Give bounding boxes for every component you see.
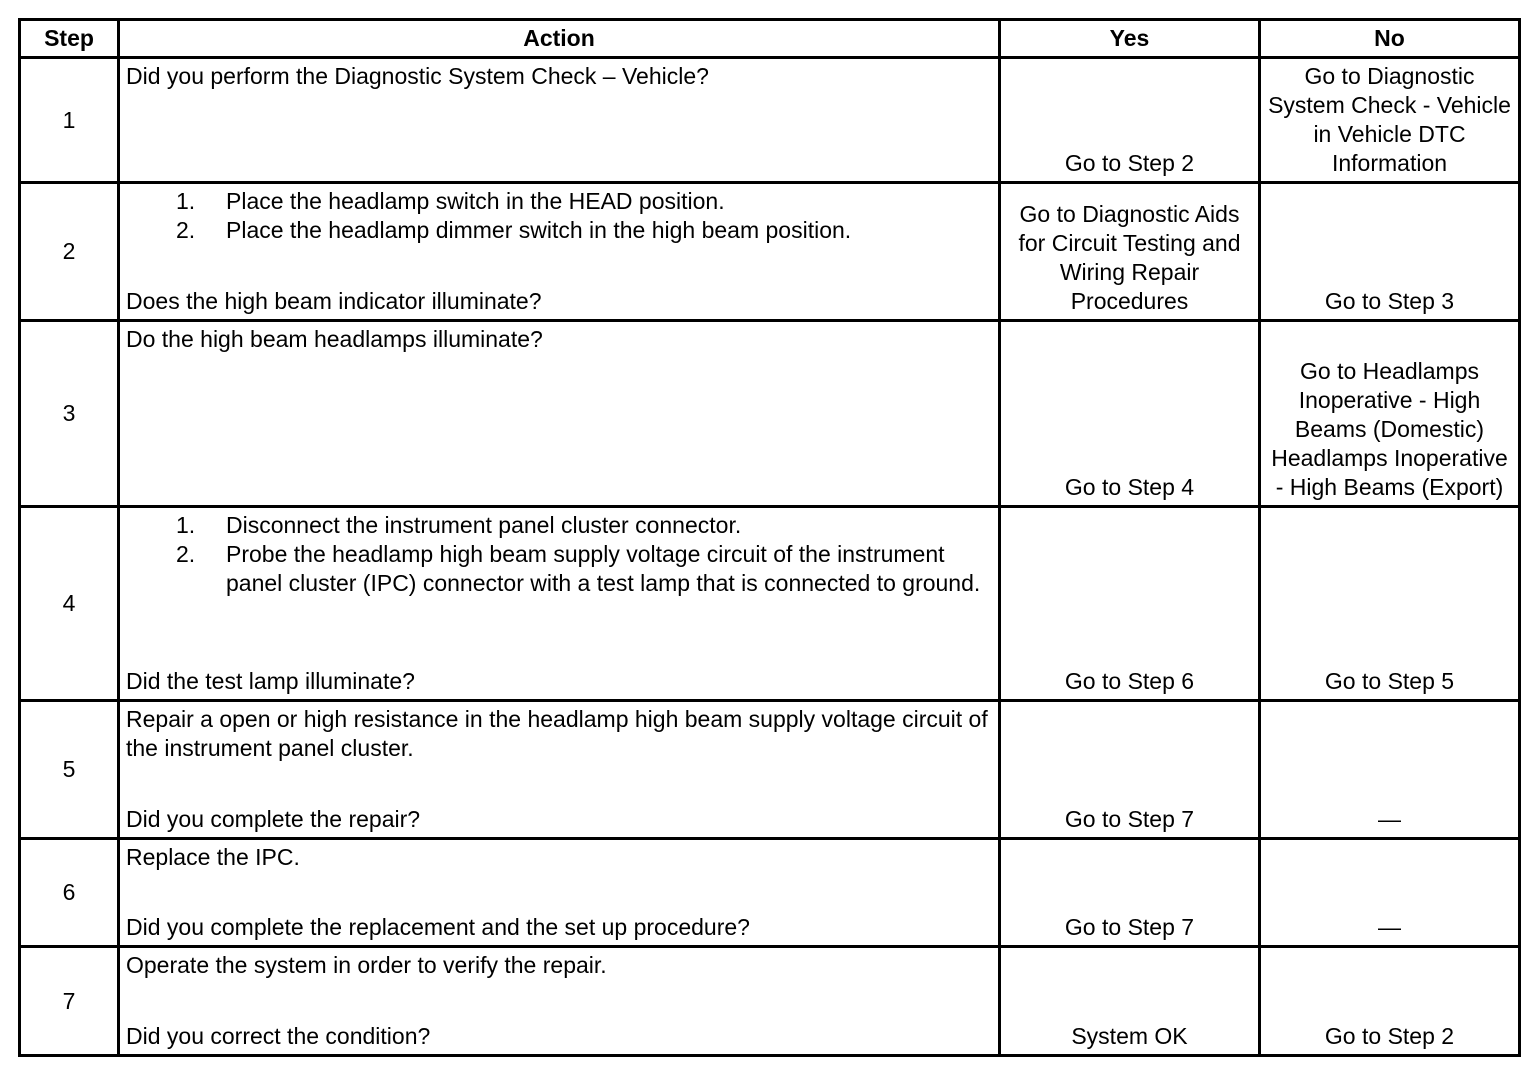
no-cell: Go to Diagnostic System Check - Vehicle in Vehicle DTC Information xyxy=(1260,58,1520,183)
header-step: Step xyxy=(20,20,119,58)
table-row xyxy=(20,58,1520,183)
question-text: Did you perform the Diagnostic System Check – Vehicle? xyxy=(126,63,709,89)
table-row xyxy=(20,507,1520,701)
yes-cell: Go to Step 6 xyxy=(1000,507,1260,701)
header-yes: Yes xyxy=(1000,20,1260,58)
no-cell: Go to Step 2 xyxy=(1260,947,1520,1056)
step-number: 2 xyxy=(20,183,119,321)
list-item: 2. Place the headlamp dimmer switch in the high beam position. xyxy=(176,217,852,243)
yes-cell: Go to Diagnostic Aids for Circuit Testing and Wiring Repair Procedures xyxy=(1000,183,1260,321)
question-text: Do the high beam headlamps illuminate? xyxy=(126,326,543,352)
table-row xyxy=(20,839,1520,947)
action-cell xyxy=(119,58,1000,183)
header-row xyxy=(20,20,1520,58)
list-item: 1. Disconnect the instrument panel cluster connector. xyxy=(176,512,742,538)
table-row xyxy=(20,321,1520,507)
diagnostic-table xyxy=(18,18,1521,1057)
action-cell xyxy=(119,839,1000,947)
yes-cell: Go to Step 4 xyxy=(1000,321,1260,507)
action-cell xyxy=(119,321,1000,507)
step-number: 1 xyxy=(20,58,119,183)
no-cell: — xyxy=(1260,839,1520,947)
no-cell: Go to Step 5 xyxy=(1260,507,1520,701)
action-cell xyxy=(119,701,1000,839)
action-cell xyxy=(119,947,1000,1056)
no-cell: — xyxy=(1260,701,1520,839)
question-text: Does the high beam indicator illuminate? xyxy=(126,288,542,314)
yes-cell: Go to Step 7 xyxy=(1000,839,1260,947)
table-row xyxy=(20,701,1520,839)
list-item: 2. Probe the headlamp high beam supply voltage circuit of the instrument panel cluster (IPC) connector with a test lamp that is connected to ground. xyxy=(176,541,981,596)
no-cell: Go to Step 3 xyxy=(1260,183,1520,321)
header-action: Action xyxy=(119,20,1000,58)
action-text: Operate the system in order to verify the repair. xyxy=(126,952,607,978)
step-number: 4 xyxy=(20,507,119,701)
step-number: 5 xyxy=(20,701,119,839)
instruction-list xyxy=(126,511,992,598)
step-number: 7 xyxy=(20,947,119,1056)
yes-cell: System OK xyxy=(1000,947,1260,1056)
action-text: Replace the IPC. xyxy=(126,844,300,870)
question-text: Did the test lamp illuminate? xyxy=(126,668,415,694)
question-text: Did you complete the repair? xyxy=(126,806,421,832)
action-cell xyxy=(119,507,1000,701)
question-text: Did you correct the condition? xyxy=(126,1023,431,1049)
action-cell xyxy=(119,183,1000,321)
list-item: 1. Place the headlamp switch in the HEAD position. xyxy=(176,188,725,214)
action-text: Repair a open or high resistance in the headlamp high beam supply voltage circuit of the instrument panel cluster. xyxy=(126,706,988,761)
diagnostic-table-container xyxy=(18,18,1521,1057)
step-number: 3 xyxy=(20,321,119,507)
question-text: Did you complete the replacement and the set up procedure? xyxy=(126,914,750,940)
table-row xyxy=(20,183,1520,321)
yes-cell: Go to Step 7 xyxy=(1000,701,1260,839)
step-number: 6 xyxy=(20,839,119,947)
header-no: No xyxy=(1260,20,1520,58)
instruction-list xyxy=(126,187,992,245)
no-cell: Go to Headlamps Inoperative - High Beams (Domestic) Headlamps Inoperative - High Beams (Export) xyxy=(1260,321,1520,507)
yes-cell: Go to Step 2 xyxy=(1000,58,1260,183)
table-row xyxy=(20,947,1520,1056)
